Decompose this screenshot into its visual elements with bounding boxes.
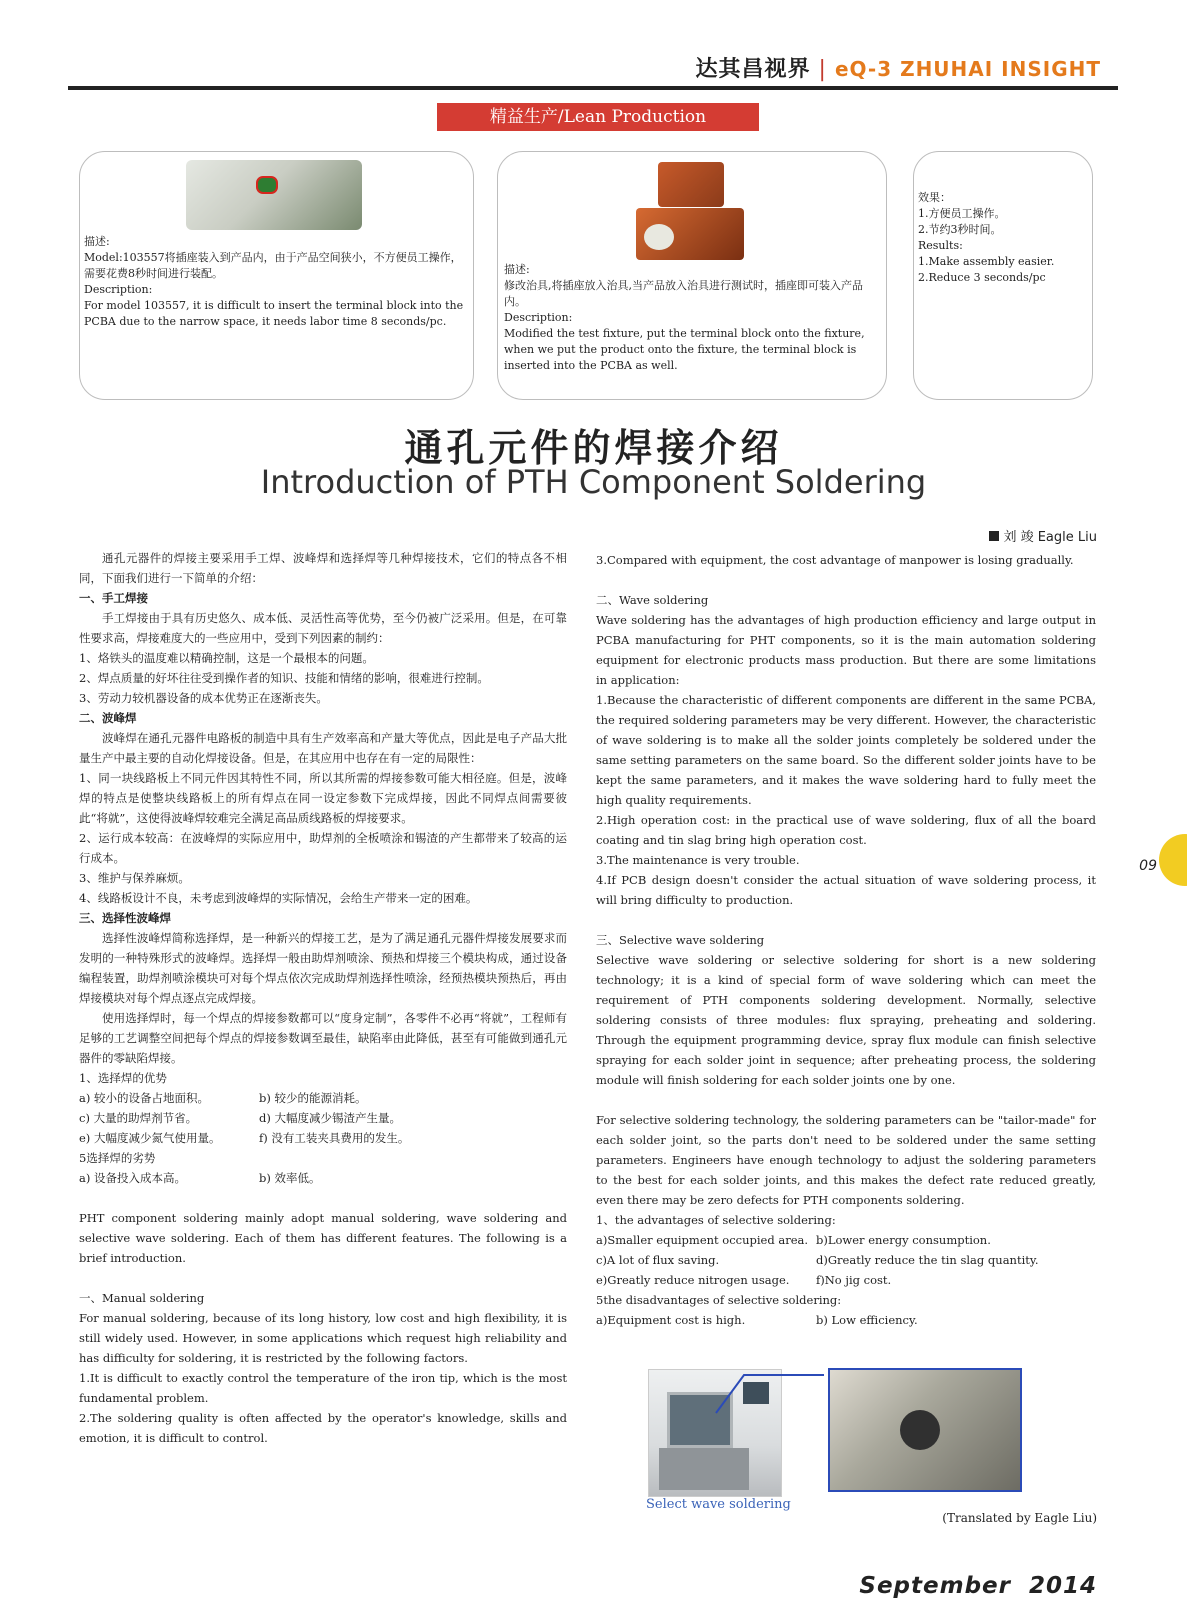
wave-limit-3-cn: 3、维护与保养麻烦。: [79, 871, 190, 885]
wave-limit-2-cn: 2、运行成本较高：在波峰焊的实际应用中，助焊剂的全板喷涂和锡渣的产生都带来了较高的运行成本。: [79, 831, 567, 865]
after-text-cn: 修改治具,将插座放入治具,当产品放入治具进行测试时，插座即可装入产品内。: [504, 279, 863, 308]
heading-wave-en: 二、Wave soldering: [596, 593, 709, 607]
author-name: 刘 竣 Eagle Liu: [1003, 530, 1097, 545]
advantage-e-en: e)Greatly reduce nitrogen usage.: [596, 1273, 790, 1287]
wave-en: Wave soldering has the advantages of high production efficiency and large output in PCBA manufacturing for PHT components, so it is the main automation soldering equipment for electronic products mass production. But there are some limitations in application:: [596, 613, 1096, 687]
wave-limit-4-en: 4.If PCB design doesn't consider the actual situation of wave soldering process, it will bring difficulty to production.: [596, 873, 1096, 907]
callout-arrow: [712, 1365, 828, 1415]
result-label-cn: 效果：: [918, 191, 951, 204]
wave-cn: 波峰焊在通孔元器件电路板的制造中具有生产效率高和产量大等优点，因此是电子产品大批量生产中最主要的自动化焊接设备。但是，在其应用中也存在有一定的局限性：: [79, 731, 567, 765]
advantage-b-en: b)Lower energy consumption.: [816, 1233, 991, 1247]
after-text-en: Modified the test fixture, put the terminal block onto the fixture, when we put the product onto the fixture, the terminal block is inserted into the PCBA as well.: [504, 327, 865, 372]
wave-limit-3-en: 3.The maintenance is very trouble.: [596, 853, 800, 867]
manual-factor-1-cn: 1、烙铁头的温度难以精确控制，这是一个最根本的问题。: [79, 651, 374, 665]
intro-cn: 通孔元器件的焊接主要采用手工焊、波峰焊和选择焊等几种焊接技术，它们的特点各不相同，下面我们进行一下简单的介绍：: [79, 551, 567, 585]
disadvantages-row-en: [596, 1310, 1096, 1330]
manual-factor-3-en: 3.Compared with equipment, the cost advantage of manpower is losing gradually.: [596, 553, 1074, 567]
result-item1-en: 1.Make assembly easier.: [918, 255, 1055, 268]
advantages-row-3-en: [596, 1270, 1096, 1290]
advantages-row-1-cn: [79, 1088, 567, 1108]
wave-limit-4-cn: 4、线路板设计不良，未考虑到波峰焊的实际情况，会给生产带来一定的困难。: [79, 891, 478, 905]
translation-credit: (Translated by Eagle Liu): [942, 1511, 1097, 1525]
header-rule: [68, 86, 1118, 90]
after-box: [497, 151, 887, 400]
before-photo: [186, 160, 362, 230]
brand-chinese: 达其昌视界: [695, 56, 811, 82]
heading-manual-en: 一、Manual soldering: [79, 1291, 205, 1305]
section-banner: 精益生产/Lean Production: [437, 103, 759, 131]
advantage-b-cn: b) 较少的能源消耗。: [259, 1091, 367, 1105]
heading-manual-cn: 一、手工焊接: [79, 591, 148, 605]
advantage-f-cn: f) 没有工装夹具费用的发生。: [259, 1131, 410, 1145]
pcba-icon: [644, 224, 674, 250]
manual-cn: 手工焊接由于具有历史悠久、成本低、灵活性高等优势，至今仍被广泛采用。但是，在可靠性要求高，焊接难度大的一些应用中，受到下列因素的制约：: [79, 611, 567, 645]
article-title-en: Introduction of PTH Component Soldering: [260, 463, 927, 501]
advantages-row-1-en: [596, 1230, 1096, 1250]
result-box: [913, 151, 1093, 400]
wave-limit-2-en: 2.High operation cost: in the practical use of wave soldering, flux of all the board coating and tin slag bring high operation cost.: [596, 813, 1096, 847]
machine-base-icon: [659, 1448, 749, 1490]
page-number: 09: [1139, 858, 1157, 874]
advantages-heading-en: 1、the advantages of selective soldering:: [596, 1213, 836, 1227]
advantage-c-en: c)A lot of flux saving.: [596, 1253, 720, 1267]
advantage-d-cn: d) 大幅度减少锡渣产生量。: [259, 1111, 402, 1125]
disadvantage-b-en: b) Low efficiency.: [816, 1313, 918, 1327]
author-line: [989, 526, 1097, 545]
magazine-brand: [696, 52, 1101, 83]
terminal-block-icon: [256, 176, 278, 194]
manual-factor-3-cn: 3、劳动力较机器设备的成本优势正在逐渐丧失。: [79, 691, 328, 705]
advantages-heading-cn: 1、选择焊的优势: [79, 1071, 167, 1085]
manual-factor-1-en: 1.It is difficult to exactly control the temperature of the iron tip, which is the most fundamental problem.: [79, 1371, 567, 1405]
result-item2-cn: 2.节约3秒时间。: [918, 223, 1002, 236]
wave-limit-1-cn: 1、同一块线路板上不同元件因其特性不同，所以其所需的焊接参数可能大相径庭。但是，波峰焊的特点是使整块线路板上的所有焊点在同一设定参数下完成焊接，因此不同焊点间需要彼此“将就”，这使得波峰焊较难完全满足高品质线路板的焊接要求。: [79, 771, 567, 825]
heading-selective-en: 三、Selective wave soldering: [596, 933, 765, 947]
before-text-en: For model 103557, it is difficult to insert the terminal block into the PCBA due to the narrow space, it needs labor time 8 seconds/pc.: [84, 299, 464, 328]
closeup-photo: [828, 1368, 1022, 1492]
article-title-cn: 通孔元件的焊接介绍: [404, 425, 783, 470]
page-tab-circle: [1159, 834, 1187, 886]
manual-factor-2-cn: 2、焊点质量的好坏往往受到操作者的知识、技能和情绪的影响，很难进行控制。: [79, 671, 489, 685]
result-item2-en: 2.Reduce 3 seconds/pc: [918, 271, 1046, 284]
wave-limit-1-en: 1.Because the characteristic of different components are different in the same PCBA, the required soldering parameters may be very different. However, the characteristic of wave soldering is to make all the solder joints completely be soldered under the same setting parameters on the same board. So the different solder joints have to be kept the same parameters, and it makes the wave soldering hard to fully meet the high quality requirements.: [596, 693, 1096, 807]
advantage-e-cn: e) 大幅度减少氮气使用量。: [79, 1131, 221, 1145]
fixture-photo-bottom: [636, 208, 744, 260]
brand-separator: |: [818, 57, 827, 82]
figure-caption: Select wave soldering: [646, 1497, 791, 1512]
disadvantage-b-cn: b) 效率低。: [259, 1171, 321, 1185]
advantage-d-en: d)Greatly reduce the tin slag quantity.: [816, 1253, 1039, 1267]
manual-en: For manual soldering, because of its long history, low cost and high flexibility, it is still widely used. However, in some applications which request high reliability and has difficulty for soldering, it is restricted by the following factors.: [79, 1311, 567, 1365]
disadvantage-a-en: a)Equipment cost is high.: [596, 1313, 746, 1327]
selective-cn: 选择性波峰焊简称选择焊，是一种新兴的焊接工艺，是为了满足通孔元器件焊接发展要求而发明的一种特殊形式的波峰焊。选择焊一般由助焊剂喷涂、预热和焊接三个模块构成，通过设备编程装置，助焊剂喷涂模块可对每个焊点依次完成助焊剂选择性喷涂，经预热模块预热后，再由焊接模块对每个焊点逐点完成焊接。: [79, 931, 567, 1005]
issue-date: September 2014: [859, 1573, 1097, 1599]
square-bullet-icon: [989, 531, 999, 541]
result-list: [918, 190, 1088, 286]
advantages-row-3-cn: [79, 1128, 567, 1148]
result-label-en: Results:: [918, 239, 963, 252]
after-label-cn: 描述:: [504, 263, 530, 276]
heading-selective-cn: 三、选择性波峰焊: [79, 911, 171, 925]
advantages-row-2-en: [596, 1250, 1096, 1270]
before-text-cn: Model:103557将插座装入到产品内，由于产品空间狭小，不方便员工操作，需要花费8秒时间进行装配。: [84, 251, 462, 280]
after-description: [504, 262, 878, 374]
advantage-f-en: f)No jig cost.: [816, 1273, 892, 1287]
disadvantages-heading-cn: 5选择焊的劣势: [79, 1151, 156, 1165]
result-item1-cn: 1.方便员工操作。: [918, 207, 1006, 220]
selective-en: Selective wave soldering or selective soldering for short is a new soldering technology; it is a kind of special form of wave soldering which can meet the requirement of PTH components soldering development. Normally, selective soldering consists of three modules: flux spraying, preheating and soldering. Through the equipment programming device, spray flux module can finish selective spraying for each solder joint in sequence; after preheating process, the soldering module will finish soldering for each solder joints one by one.: [596, 953, 1096, 1087]
before-label-cn: 描述:: [84, 235, 110, 248]
fixture-photo-top: [658, 162, 724, 207]
brand-english: eQ-3 ZHUHAI INSIGHT: [834, 57, 1101, 81]
advantage-a-en: a)Smaller equipment occupied area.: [596, 1233, 809, 1247]
heading-wave-cn: 二、波峰焊: [79, 711, 137, 725]
advantage-c-cn: c) 大量的助焊剂节省。: [79, 1111, 198, 1125]
selective-params-en: For selective soldering technology, the soldering parameters can be "tailor-made" for each solder joint, so the parts don't need to be soldered under the same setting parameters. Engineers have enough technology to adjust the soldering parameters to the best for each solder joints, and this makes the defect rate reduced greatly, even there may be zero defects for PTH components soldering.: [596, 1113, 1096, 1207]
before-label-en: Description:: [84, 283, 153, 296]
advantage-a-cn: a) 较小的设备占地面积。: [79, 1091, 209, 1105]
before-box: [79, 151, 474, 400]
disadvantages-heading-en: 5the disadvantages of selective soldering:: [596, 1293, 842, 1307]
left-column: [79, 548, 567, 1448]
advantages-row-2-cn: [79, 1108, 567, 1128]
disadvantages-row-cn: [79, 1168, 567, 1188]
after-label-en: Description:: [504, 311, 573, 324]
right-column: [596, 550, 1096, 1330]
selective-params-cn: 使用选择焊时，每一个焊点的焊接参数都可以“度身定制”，各零件不必再“将就”，工程师有足够的工艺调整空间把每个焊点的焊接参数调至最佳，缺陷率由此降低，甚至有可能做到通孔元器件的零缺陷焊接。: [79, 1011, 567, 1065]
manual-factor-2-en: 2.The soldering quality is often affected by the operator's knowledge, skills and emotion, it is difficult to control.: [79, 1411, 567, 1445]
before-description: [84, 234, 466, 330]
intro-en: PHT component soldering mainly adopt manual soldering, wave soldering and selective wave soldering. Each of them has different features. The following is a brief introduction.: [79, 1211, 567, 1265]
solder-nozzle-icon: [900, 1410, 940, 1450]
disadvantage-a-cn: a) 设备投入成本高。: [79, 1171, 186, 1185]
